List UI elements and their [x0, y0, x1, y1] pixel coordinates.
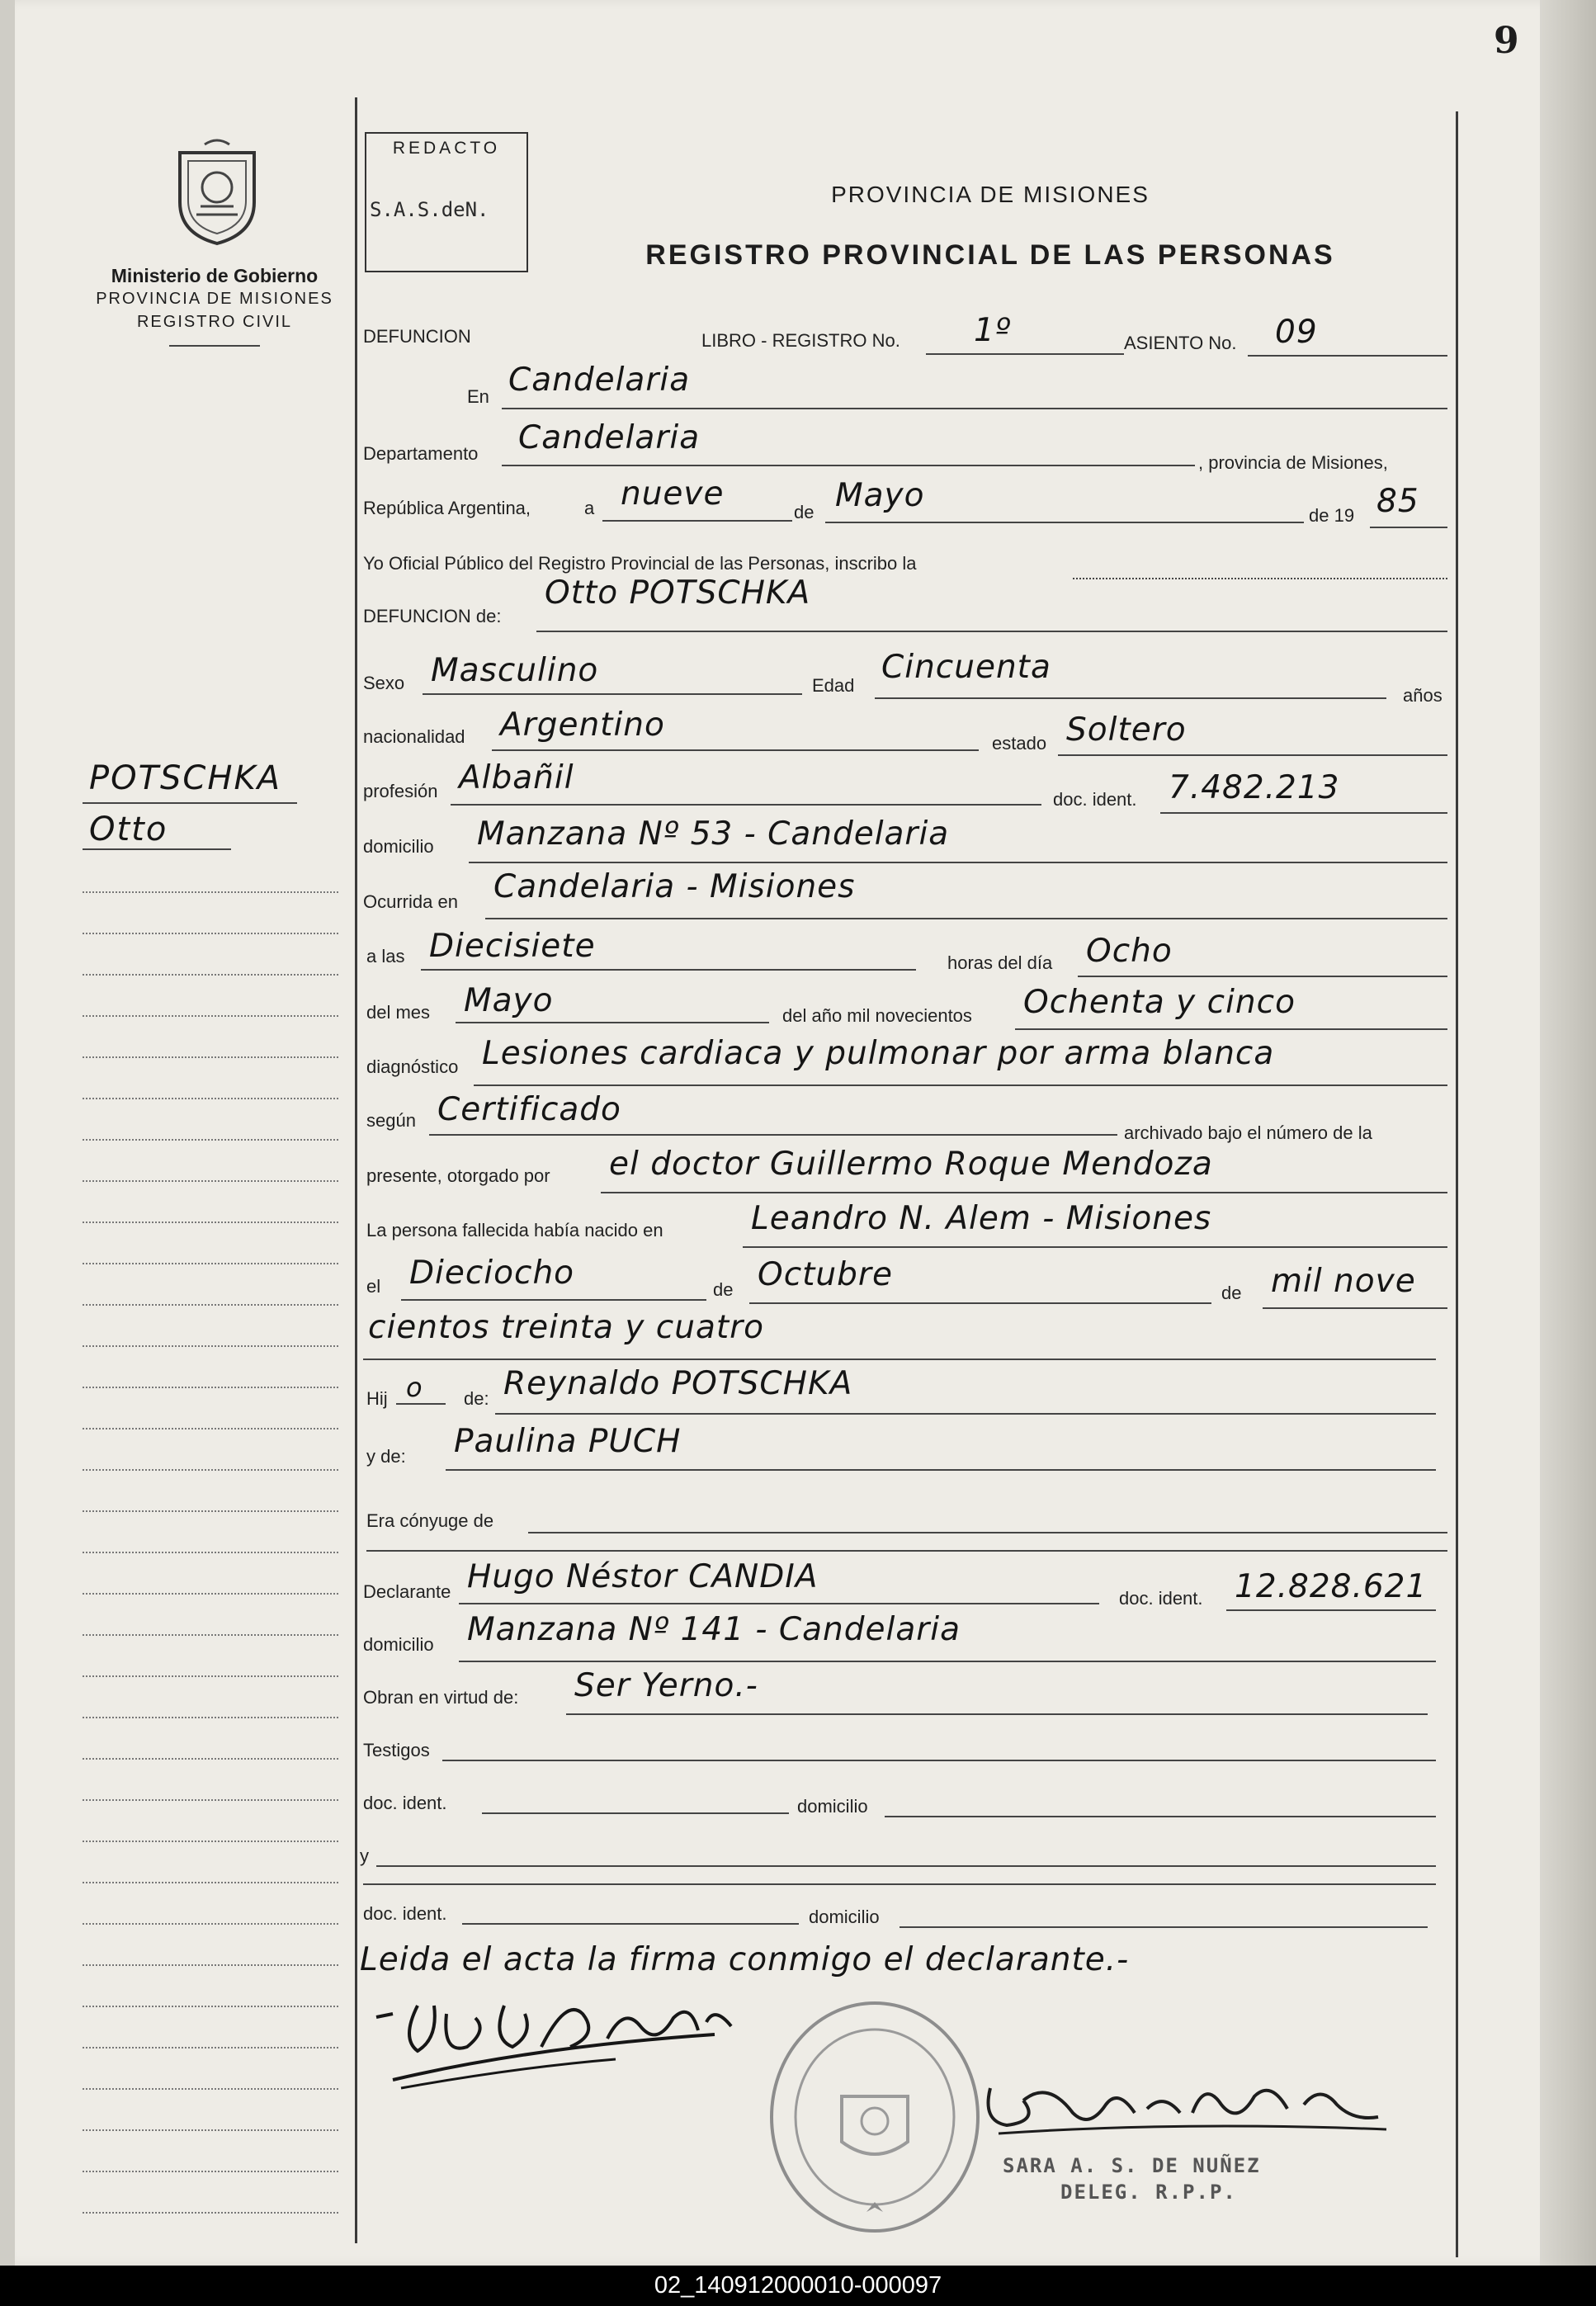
- del-mes-label: del mes: [366, 1002, 431, 1023]
- republica-label: República Argentina,: [363, 498, 531, 518]
- asiento-value: 09: [1275, 314, 1318, 351]
- nacionalidad-label: nacionalidad: [363, 726, 465, 747]
- margin-rule: [83, 1263, 338, 1264]
- redacto-label: REDACTO: [392, 139, 501, 158]
- profesion-line: [451, 804, 1041, 806]
- hij-value: o: [406, 1372, 423, 1403]
- hij-line: [396, 1403, 446, 1405]
- decl-doc-line: [1226, 1609, 1436, 1611]
- margin-rule: [83, 1387, 338, 1388]
- madre-value: Paulina PUCH: [454, 1423, 682, 1460]
- margin-rule: [83, 1841, 338, 1842]
- conyuge-label: Era cónyuge de: [366, 1510, 494, 1531]
- doc-ident-label: doc. ident.: [1053, 789, 1137, 810]
- closing-text: Leida el acta la firma conmigo el declarante.-: [360, 1941, 1130, 1978]
- ministry-name: Ministerio de Gobierno: [111, 265, 319, 286]
- segun-value: Certificado: [437, 1091, 621, 1128]
- anio-line: [1370, 527, 1447, 528]
- dia2-value: Ocho: [1086, 933, 1173, 970]
- segun-label: según: [366, 1110, 416, 1131]
- margin-given-name: Otto: [89, 810, 168, 848]
- conyuge-line: [528, 1532, 1447, 1533]
- diagnostico-value: Lesiones cardiaca y pulmonar por arma blanca: [482, 1035, 1275, 1072]
- margin-rule: [83, 2088, 338, 2090]
- presente-label: presente, otorgado por: [366, 1165, 550, 1186]
- el-label: el: [366, 1276, 381, 1297]
- en-label: En: [467, 386, 489, 407]
- y-line: [376, 1865, 1436, 1867]
- registry-title: REGISTRO PROVINCIAL DE LAS PERSONAS: [645, 239, 1335, 271]
- margin-surname: POTSCHKA: [89, 759, 282, 797]
- margin-rule: [83, 1139, 338, 1141]
- image-caption: 02_140912000010-000097: [0, 2266, 1596, 2306]
- testigos-line: [442, 1760, 1436, 1761]
- margin-rule: [83, 1799, 338, 1801]
- province-title: PROVINCIA DE MISIONES: [831, 182, 1150, 207]
- margin-rule: [83, 1015, 338, 1017]
- right-frame-line: [1456, 111, 1458, 2257]
- dia-line: [602, 520, 792, 522]
- defuncion-de-value: Otto POTSCHKA: [545, 574, 811, 612]
- margin-rule: [83, 1923, 338, 1925]
- t1-doc-label: doc. ident.: [363, 1793, 447, 1813]
- margin-rule: [83, 1056, 338, 1058]
- departamento-value: Candelaria: [518, 419, 701, 456]
- y-de-label: y de:: [366, 1446, 406, 1467]
- horas-line: [421, 969, 916, 971]
- sexo-label: Sexo: [363, 673, 405, 693]
- redacto-value: S.A.S.deN.: [370, 198, 489, 221]
- profesion-label: profesión: [363, 781, 438, 801]
- margin-rule: [83, 2171, 338, 2172]
- t1-dom-label: domicilio: [797, 1796, 868, 1817]
- horas-value: Diecisiete: [429, 928, 596, 965]
- nacionalidad-value: Argentino: [500, 706, 665, 744]
- margin-rule: [83, 1098, 338, 1099]
- edad-line: [875, 697, 1386, 699]
- nacido-value: Leandro N. Alem - Misiones: [751, 1200, 1212, 1237]
- margin-rule: [83, 2006, 338, 2007]
- estado-label: estado: [992, 733, 1047, 754]
- margin-rule: [83, 2047, 338, 2048]
- domicilio-value: Manzana Nº 53 - Candelaria: [477, 815, 950, 853]
- mes2-value: Mayo: [464, 982, 554, 1019]
- sexo-value: Masculino: [431, 652, 599, 689]
- margin-rule: [83, 1222, 338, 1223]
- margin-underline: [83, 848, 231, 850]
- ministry-divider: [169, 345, 260, 347]
- anios-label: años: [1403, 685, 1443, 706]
- ministry-office: REGISTRO CIVIL: [136, 313, 293, 331]
- declarante-value: Hugo Néstor CANDIA: [467, 1558, 819, 1595]
- padre-line: [495, 1413, 1436, 1415]
- segun-line: [429, 1134, 1117, 1136]
- ocurrida-line: [485, 918, 1447, 919]
- departamento-line: [502, 465, 1195, 466]
- decl-doc-value: 12.828.621: [1235, 1568, 1428, 1605]
- a-las-label: a las: [366, 946, 405, 966]
- libro-value: 1º: [974, 312, 1012, 349]
- declarante-label: Declarante: [363, 1581, 451, 1602]
- margin-rule: [83, 974, 338, 976]
- de-label: de: [794, 502, 815, 522]
- de19-label: de 19: [1309, 505, 1355, 526]
- official-typed-name: SARA A. S. DE NUÑEZ: [1003, 2154, 1261, 2177]
- nac-anio-line2: [363, 1359, 1436, 1360]
- margin-underline: [83, 802, 297, 804]
- t2-dom-line: [900, 1926, 1428, 1928]
- presente-value: el doctor Guillermo Roque Mendoza: [609, 1146, 1213, 1183]
- domicilio-label: domicilio: [363, 836, 434, 857]
- nac-anio-value2: cientos treinta y cuatro: [368, 1309, 765, 1346]
- estado-line: [1058, 754, 1447, 756]
- margin-rule: [83, 1510, 338, 1512]
- profesion-value: Albañil: [459, 759, 574, 796]
- margin-rule: [83, 1758, 338, 1760]
- nac-dia-line: [401, 1299, 706, 1301]
- defuncion-label: DEFUNCION: [363, 326, 471, 347]
- page-edge: [1540, 0, 1596, 2266]
- t2-dom-label: domicilio: [809, 1907, 880, 1927]
- ministry-block: [78, 264, 351, 347]
- ministry-province: PROVINCIA DE MISIONES: [96, 290, 333, 308]
- nacido-line: [743, 1246, 1447, 1248]
- declarant-signature-icon: [368, 1989, 772, 2096]
- defuncion-de-line: [536, 631, 1447, 632]
- redacto-box: [365, 132, 528, 272]
- official-signature-icon: [974, 2055, 1403, 2154]
- y-line-2: [363, 1883, 1436, 1885]
- nac-mes-value: Octubre: [758, 1256, 893, 1293]
- edad-label: Edad: [812, 675, 855, 696]
- margin-rule: [83, 891, 338, 893]
- decl-dom-value: Manzana Nº 141 - Candelaria: [467, 1611, 961, 1648]
- asiento-label: ASIENTO No.: [1124, 333, 1237, 353]
- left-frame-line: [355, 97, 357, 2243]
- en-value: Candelaria: [508, 361, 691, 399]
- anio-mil-label: del año mil novecientos: [782, 1005, 972, 1026]
- decl-doc-label: doc. ident.: [1119, 1588, 1203, 1609]
- t1-dom-line: [885, 1816, 1436, 1817]
- oficial-line: [1073, 578, 1447, 579]
- dia-value: nueve: [621, 475, 725, 513]
- libro-label: LIBRO - REGISTRO No.: [701, 330, 900, 351]
- provincial-coat-of-arms-icon: [163, 136, 271, 248]
- departamento-label: Departamento: [363, 443, 479, 464]
- nacido-label: La persona fallecida había nacido en: [366, 1220, 663, 1240]
- margin-rule: [83, 1593, 338, 1595]
- margin-rule: [83, 1552, 338, 1553]
- t2-doc-line: [462, 1923, 799, 1925]
- edad-value: Cincuenta: [881, 649, 1051, 686]
- archivado-label: archivado bajo el número de la: [1124, 1122, 1372, 1143]
- ocurrida-value: Candelaria - Misiones: [493, 868, 856, 905]
- diagnostico-line: [474, 1084, 1447, 1086]
- decl-dom-line: [459, 1661, 1436, 1662]
- asiento-line: [1248, 355, 1447, 357]
- nacionalidad-line: [492, 749, 979, 751]
- margin-rule: [83, 1180, 338, 1182]
- nac-dia-value: Dieciocho: [409, 1255, 575, 1292]
- a-label: a: [584, 498, 595, 518]
- provincia-suffix: , provincia de Misiones,: [1198, 452, 1388, 473]
- margin-rule: [83, 1304, 338, 1306]
- decl-dom-label: domicilio: [363, 1634, 434, 1655]
- dia2-line: [1078, 976, 1447, 977]
- margin-rule: [83, 1717, 338, 1718]
- domicilio-line: [469, 862, 1447, 863]
- en-line: [502, 408, 1447, 409]
- margin-rule: [83, 1428, 338, 1429]
- conyuge-line-2: [366, 1550, 1447, 1552]
- doc-ident-value: 7.482.213: [1169, 769, 1340, 806]
- obran-line: [566, 1713, 1428, 1715]
- margin-rule: [83, 1345, 338, 1347]
- padre-value: Reynaldo POTSCHKA: [503, 1365, 853, 1402]
- estado-value: Soltero: [1066, 711, 1187, 749]
- margin-rule: [83, 2212, 338, 2214]
- official-typed-title: DELEG. R.P.P.: [1060, 2181, 1237, 2204]
- nac-anio-value1: mil nove: [1271, 1263, 1416, 1300]
- anio2-line: [1015, 1028, 1447, 1030]
- anio-value: 85: [1376, 483, 1419, 520]
- margin-rule: [83, 2129, 338, 2131]
- margin-rule: [83, 1675, 338, 1677]
- sexo-line: [423, 693, 802, 695]
- obran-value: Ser Yerno.-: [574, 1667, 758, 1704]
- anio2-value: Ochenta y cinco: [1023, 984, 1296, 1021]
- t2-doc-label: doc. ident.: [363, 1903, 447, 1924]
- declarante-line: [459, 1603, 1099, 1604]
- mes2-line: [456, 1022, 769, 1023]
- margin-rule: [83, 933, 338, 934]
- libro-line: [926, 353, 1124, 355]
- margin-rule: [83, 1634, 338, 1636]
- horas-del-dia-label: horas del día: [947, 952, 1053, 973]
- doc-ident-line: [1160, 812, 1447, 814]
- margin-rule: [83, 1882, 338, 1883]
- madre-line: [446, 1469, 1436, 1471]
- page-number: 9: [1494, 20, 1519, 62]
- hij-label: Hij: [366, 1388, 388, 1409]
- margin-rule: [83, 1964, 338, 1966]
- diagnostico-label: diagnóstico: [366, 1056, 459, 1077]
- nac-de1-label: de: [713, 1279, 734, 1300]
- margin-rule: [83, 1469, 338, 1471]
- official-seal-icon: [763, 1997, 986, 2237]
- nac-de2-label: de: [1221, 1283, 1242, 1303]
- defuncion-de-label: DEFUNCION de:: [363, 606, 502, 626]
- presente-line: [601, 1192, 1447, 1193]
- nac-mes-line: [749, 1302, 1211, 1304]
- t1-doc-line: [482, 1812, 789, 1814]
- testigos-label: Testigos: [363, 1740, 430, 1760]
- ocurrida-label: Ocurrida en: [363, 891, 458, 912]
- obran-label: Obran en virtud de:: [363, 1687, 519, 1708]
- mes-line: [825, 522, 1304, 523]
- nac-anio-line1: [1263, 1307, 1447, 1309]
- y-label: y: [360, 1845, 369, 1866]
- hij-de-label: de:: [464, 1388, 489, 1409]
- oficial-text: Yo Oficial Público del Registro Provincial de las Personas, inscribo la: [363, 553, 917, 574]
- mes-value: Mayo: [835, 477, 925, 514]
